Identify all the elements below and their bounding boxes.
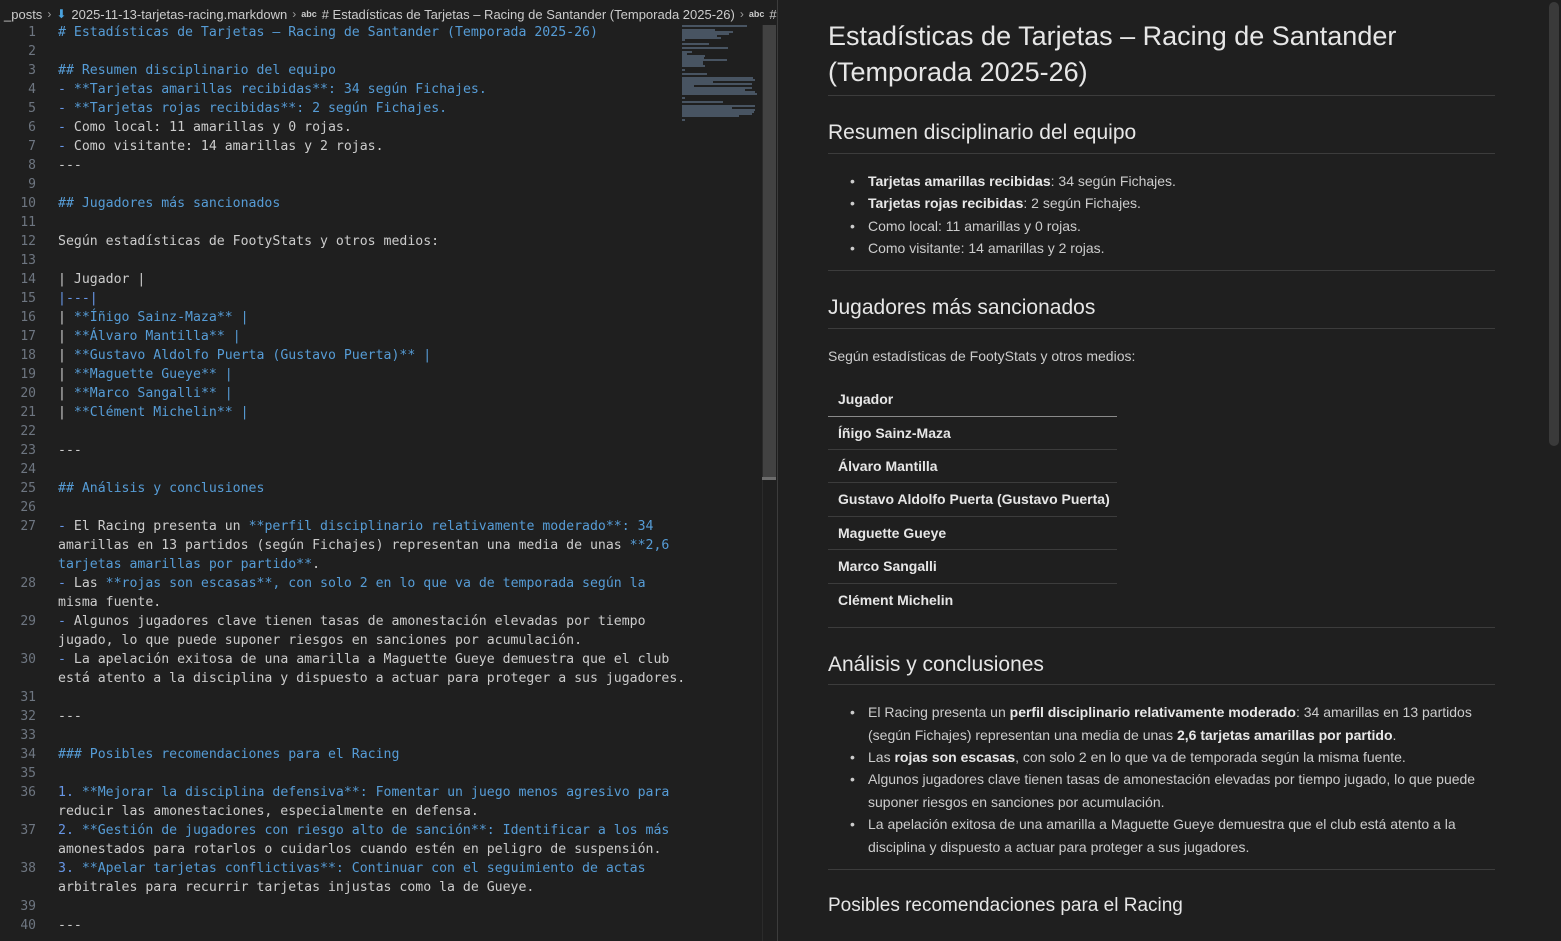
code-line[interactable]: --- (58, 918, 82, 933)
line-number: 30 (20, 652, 36, 667)
code-line[interactable]: --- (58, 158, 82, 173)
table-row: Maguette Gueye (838, 525, 947, 541)
list-item: • Tarjetas amarillas recibidas: 34 según Fichajes. (868, 170, 1488, 193)
table-header: Jugador (838, 391, 894, 407)
editor-scrollbar-thumb[interactable] (763, 25, 776, 480)
line-number: 8 (28, 158, 36, 173)
breadcrumb (0, 4, 777, 24)
breadcrumb-heading[interactable]: # Estadísticas de Tarjetas – Racing de Santander (Temporada 2025-26) (321, 6, 735, 22)
code-line[interactable]: amarillas en 13 partidos (según Fichajes) representan una media de unas **2,6 (58, 538, 670, 553)
section-title-recomendaciones: Posibles recomendaciones para el Racing (828, 895, 1183, 916)
line-number: 39 (20, 899, 36, 914)
code-line[interactable]: - Algunos jugadores clave tienen tasas de amonestación elevadas por tiempo (58, 614, 646, 629)
line-number: 4 (28, 82, 36, 97)
line-number: 24 (20, 462, 36, 477)
line-number: 23 (20, 443, 36, 458)
code-line[interactable]: | **Gustavo Aldolfo Puerta (Gustavo Puerta)** | (58, 348, 432, 363)
preview-title: Estadísticas de Tarjetas – Racing de Santander (Temporada 2025-26) (828, 21, 1397, 87)
minimap-line (682, 73, 707, 75)
line-number: 7 (28, 139, 36, 154)
line-number: 6 (28, 120, 36, 135)
breadcrumb-file[interactable]: 2025-11-13-tarjetas-racing.markdown (71, 6, 288, 22)
code-line[interactable]: - El Racing presenta un **perfil disciplinario relativamente moderado**: 34 (58, 519, 654, 534)
section-title-resumen: Resumen disciplinario del equipo (828, 121, 1137, 144)
code-line[interactable]: ## Análisis y conclusiones (58, 481, 265, 496)
code-line[interactable]: | Jugador | (58, 272, 146, 287)
chevron-right-icon: › (292, 7, 297, 21)
title-rule (828, 95, 1495, 96)
markdown-editor[interactable] (0, 0, 777, 941)
table-row: Álvaro Mantilla (838, 458, 938, 474)
minimap-line (682, 25, 747, 27)
line-number: 21 (20, 405, 36, 420)
code-line[interactable]: ### Posibles recomendaciones para el Racing (58, 747, 400, 762)
table-row: Gustavo Aldolfo Puerta (Gustavo Puerta) (838, 491, 1110, 507)
code-line[interactable]: Según estadísticas de FootyStats y otros medios: (58, 234, 440, 249)
code-line[interactable]: - **Tarjetas rojas recibidas**: 2 según Fichajes. (58, 101, 448, 116)
hr-rule (828, 627, 1495, 628)
line-number: 1 (28, 25, 36, 40)
chevron-right-icon: › (739, 7, 744, 21)
markdown-file-icon: ⬇ (56, 7, 67, 21)
list-item: • Las rojas son escasas, con solo 2 en lo que va de temporada según la misma fuente. (868, 746, 1488, 769)
code-line[interactable]: - **Tarjetas amarillas recibidas**: 34 según Fichajes. (58, 82, 487, 97)
line-number: 26 (20, 500, 36, 515)
minimap-line (682, 115, 739, 117)
line-number: 16 (20, 310, 36, 325)
minimap-line (682, 101, 723, 103)
code-line[interactable]: arbitrales para recurrir tarjetas injustas como la de Gueye. (58, 880, 535, 895)
preview-scrollbar-thumb[interactable] (1549, 2, 1559, 446)
list-item: • Como visitante: 14 amarillas y 2 rojas. (868, 237, 1488, 260)
minimap-line (682, 65, 705, 67)
section-title-analisis: Análisis y conclusiones (828, 653, 1044, 676)
line-number: 20 (20, 386, 36, 401)
line-number: 38 (20, 861, 36, 876)
line-number: 34 (20, 747, 36, 762)
table-row-line (828, 549, 1117, 550)
string-symbol-icon: abc (748, 9, 765, 19)
line-number: 37 (20, 823, 36, 838)
line-number: 15 (20, 291, 36, 306)
code-line[interactable]: | **Clément Michelin** | (58, 405, 249, 420)
table-row: Clément Michelin (838, 592, 954, 608)
line-number: 22 (20, 424, 36, 439)
code-line[interactable]: # Estadísticas de Tarjetas – Racing de Santander (Temporada 2025-26) (58, 25, 598, 40)
code-line[interactable]: | **Íñigo Sainz-Maza** | (58, 310, 249, 325)
line-number: 25 (20, 481, 36, 496)
string-symbol-icon: abc (301, 9, 317, 19)
line-number: 3 (28, 63, 36, 78)
code-line[interactable]: - La apelación exitosa de una amarilla a Maguette Gueye demuestra que el club (58, 652, 670, 667)
minimap-line (682, 43, 709, 45)
minimap-line (682, 47, 728, 49)
line-number: 27 (20, 519, 36, 534)
list-item: • El Racing presenta un perfil disciplinario relativamente moderado: 34 amarillas en 13 partidos (según Fichajes) representan una media de unas 2,6 tarjetas amarillas por partido. (868, 701, 1488, 746)
list-item: • Algunos jugadores clave tienen tasas de amonestación elevadas por tiempo jugado, lo que puede suponer riesgos en sanciones por acumulación. (868, 768, 1488, 813)
table-row: Íñigo Sainz-Maza (838, 425, 951, 441)
minimap-line (682, 93, 757, 95)
minimap-line (682, 69, 685, 71)
line-number: 36 (20, 785, 36, 800)
code-line[interactable]: ## Resumen disciplinario del equipo (58, 63, 336, 78)
minimap-line (682, 39, 685, 41)
list-item: • La apelación exitosa de una amarilla a Maguette Gueye demuestra que el club está atento a la disciplina y dispuesto a actuar para proteger a sus jugadores. (868, 813, 1488, 858)
section-rule (828, 328, 1495, 329)
line-number: 35 (20, 766, 36, 781)
editor-scrollbar-marker (762, 477, 776, 480)
code-line[interactable]: reducir las amonestaciones, especialmente en defensa. (58, 804, 479, 819)
list-item: • Como local: 11 amarillas y 0 rojas. (868, 215, 1488, 238)
code-line[interactable]: - Como local: 11 amarillas y 0 rojas. (58, 120, 352, 135)
hr-rule (828, 270, 1495, 271)
line-number: 32 (20, 709, 36, 724)
chevron-right-icon: › (47, 7, 52, 21)
code-line[interactable]: | **Marco Sangalli** | (58, 386, 233, 401)
code-line[interactable]: - Como visitante: 14 amarillas y 2 rojas. (58, 139, 384, 154)
code-line[interactable]: - Las **rojas son escasas**, con solo 2 en lo que va de temporada según la (58, 576, 646, 591)
code-line[interactable]: tarjetas amarillas por partido**. (58, 557, 321, 572)
minimap-line (682, 97, 685, 99)
line-number: 40 (20, 918, 36, 933)
code-line[interactable]: 3. **Apelar tarjetas conflictivas**: Continuar con el seguimiento de actas (58, 861, 646, 876)
minimap-line (682, 37, 721, 39)
code-line[interactable]: misma fuente. (58, 595, 162, 610)
line-number: 19 (20, 367, 36, 382)
code-line[interactable]: 1. **Mejorar la disciplina defensiva**: Fomentar un juego menos agresivo para (58, 785, 670, 800)
line-number: 13 (20, 253, 36, 268)
code-line[interactable]: jugado, lo que puede suponer riesgos en sanciones por acumulación. (58, 633, 583, 648)
section-rule (828, 684, 1495, 685)
intro-text: Según estadísticas de FootyStats y otros medios: (828, 348, 1136, 364)
section-rule (828, 153, 1495, 154)
line-number: 18 (20, 348, 36, 363)
table-row-line (828, 583, 1117, 584)
minimap[interactable] (680, 25, 762, 125)
code-line[interactable]: amonestados para rotarlos o cuidarlos cuando estén en peligro de suspensión. (58, 842, 662, 857)
table-row-line (828, 449, 1117, 450)
minimap-line (682, 119, 685, 121)
code-line[interactable]: --- (58, 709, 82, 724)
line-number: 14 (20, 272, 36, 287)
table-row-line (828, 482, 1117, 483)
code-line[interactable]: está atento a la disciplina y dispuesto a actuar para proteger a sus jugadores. (58, 671, 686, 686)
table-row: Marco Sangalli (838, 558, 937, 574)
line-number: 10 (20, 196, 36, 211)
hr-rule (828, 869, 1495, 870)
section-title-jugadores: Jugadores más sancionados (828, 296, 1096, 319)
breadcrumb-trailing[interactable]: # (769, 6, 777, 22)
line-number: 28 (20, 576, 36, 591)
code-line[interactable]: --- (58, 443, 82, 458)
line-number: 9 (28, 177, 36, 192)
table-header-line (828, 416, 1117, 417)
code-line[interactable]: | **Álvaro Mantilla** | (58, 329, 241, 344)
code-line[interactable]: 2. **Gestión de jugadores con riesgo alto de sanción**: Identificar a los más (58, 823, 670, 838)
line-number: 11 (20, 215, 36, 230)
line-number: 2 (28, 44, 36, 59)
table-row-line (828, 516, 1117, 517)
line-number: 31 (20, 690, 36, 705)
line-number: 12 (20, 234, 36, 249)
code-line[interactable]: | **Maguette Gueye** | (58, 367, 233, 382)
list-item: • Tarjetas rojas recibidas: 2 según Fichajes. (868, 192, 1488, 215)
breadcrumb-folder[interactable]: _posts (4, 6, 43, 22)
line-number: 17 (20, 329, 36, 344)
line-number: 5 (28, 101, 36, 116)
line-number: 29 (20, 614, 36, 629)
line-number: 33 (20, 728, 36, 743)
code-line[interactable]: |---| (58, 291, 98, 306)
code-line[interactable]: ## Jugadores más sancionados (58, 196, 281, 211)
